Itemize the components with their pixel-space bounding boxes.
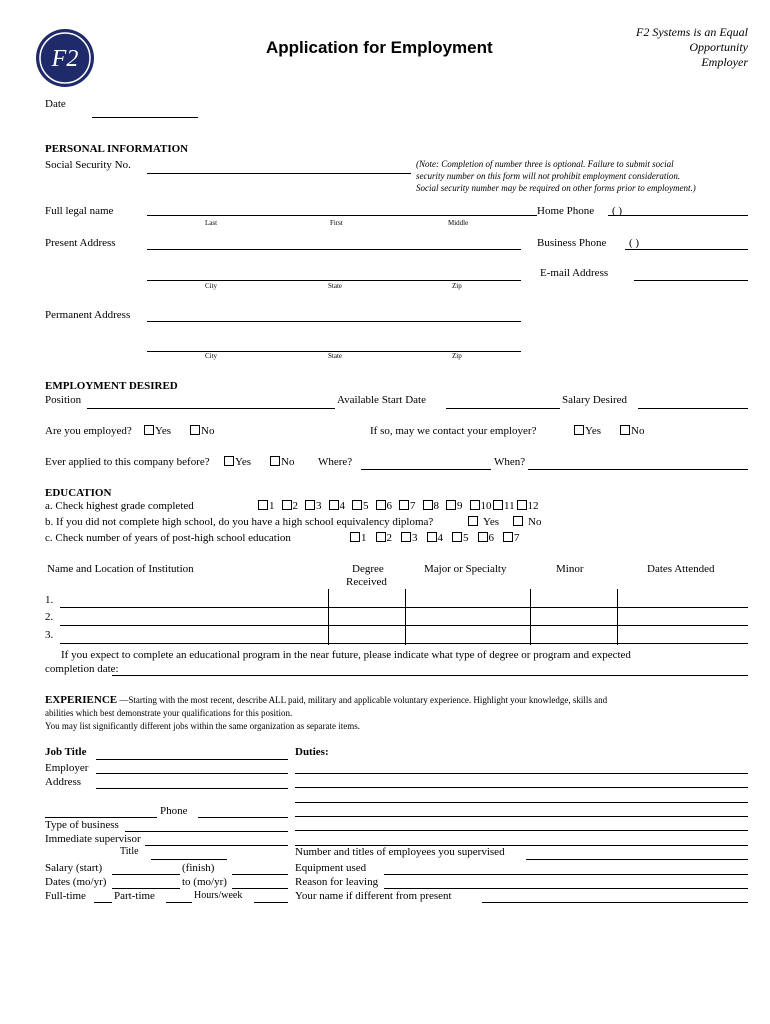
salary-desired-field[interactable] [638, 408, 748, 409]
years-7-option[interactable] [503, 532, 520, 544]
col-degree-2: Received [346, 576, 387, 588]
other-name-field[interactable] [482, 902, 748, 903]
other-name-label: Your name if different from present [295, 890, 452, 902]
grade-11-label: 11 [504, 500, 515, 512]
perm-sub-city: City [205, 352, 218, 360]
dates-from-field[interactable] [112, 888, 180, 889]
experience-intro-3: You may list significantly different jobs within the same organization as separate items. [45, 721, 360, 731]
diploma-yes-label: Yes [483, 516, 500, 528]
future-program-field[interactable] [112, 675, 748, 676]
edu-row-2-num: 2. [45, 611, 54, 623]
duties-line-1[interactable] [295, 773, 748, 774]
employed-no-option[interactable] [190, 425, 214, 437]
employment-heading: EMPLOYMENT DESIRED [45, 380, 178, 392]
grade-1-option[interactable] [258, 500, 275, 512]
grade-8-label: 8 [433, 500, 439, 512]
legal-name-label: Full legal name [45, 205, 114, 217]
supervisor-title-field[interactable] [151, 859, 227, 860]
years-5-option[interactable] [452, 532, 469, 544]
grade-3-label: 3 [316, 500, 322, 512]
grade-10-checkbox[interactable] [470, 500, 480, 510]
duties-line-5[interactable] [295, 830, 748, 831]
col-divider-2 [405, 589, 406, 645]
job-title-label: Job Title [45, 746, 87, 758]
dates-label: Dates (mo/yr) [45, 876, 107, 888]
years-3-option[interactable] [401, 532, 418, 544]
years-1-option[interactable] [350, 532, 367, 544]
grade-12-checkbox[interactable] [517, 500, 527, 510]
years-2-label: 2 [386, 532, 392, 544]
phone-label: Phone [160, 805, 188, 817]
contact-yes-checkbox[interactable] [574, 425, 584, 435]
col-divider-4 [617, 589, 618, 645]
education-heading: EDUCATION [45, 487, 112, 499]
grade-9-checkbox[interactable] [446, 500, 456, 510]
parttime-field[interactable] [166, 902, 192, 903]
employed-yes-label: Yes [155, 425, 172, 437]
grade-12-option[interactable] [517, 500, 539, 512]
grade-7-option[interactable] [399, 500, 416, 512]
address-field-2[interactable] [45, 817, 157, 818]
hours-week-field[interactable] [254, 902, 288, 903]
employed-yes-checkbox[interactable] [144, 425, 154, 435]
contact-yes-label: Yes [585, 425, 602, 437]
grade-11-option[interactable] [493, 500, 515, 512]
hours-week-label: Hours/week [194, 890, 243, 901]
legal-name-field[interactable] [147, 215, 537, 216]
present-address-field[interactable] [147, 249, 521, 250]
ssn-note-3: Social security number may be required on other forms prior to employment.) [416, 183, 696, 193]
equipment-field[interactable] [384, 874, 748, 875]
date-label: Date [45, 98, 66, 110]
years-3-label: 3 [412, 532, 418, 544]
business-phone-field[interactable] [625, 249, 748, 250]
grade-11-checkbox[interactable] [493, 500, 503, 510]
perm-sub-zip: Zip [452, 352, 462, 360]
diploma-yes-checkbox[interactable] [468, 516, 478, 526]
num-employees-label: Number and titles of employees you supervised [295, 846, 505, 858]
grade-4-checkbox[interactable] [329, 500, 339, 510]
col-dates: Dates Attended [647, 563, 715, 575]
edu-row-3-field[interactable] [60, 643, 748, 644]
grade-3-checkbox[interactable] [305, 500, 315, 510]
grade-4-option[interactable] [329, 500, 346, 512]
position-field[interactable] [87, 408, 335, 409]
business-phone-label: Business Phone [537, 237, 607, 249]
salary-start-label: Salary (start) [45, 862, 103, 874]
years-3-checkbox[interactable] [401, 532, 411, 542]
ssn-field[interactable] [147, 173, 411, 174]
contact-no-label: No [631, 425, 645, 437]
duties-line-3[interactable] [295, 802, 748, 803]
job-title-field[interactable] [96, 759, 288, 760]
post-hs-question: c. Check number of years of post-high school education [45, 532, 291, 544]
years-1-label: 1 [361, 532, 367, 544]
years-6-option[interactable] [478, 532, 495, 544]
contact-yes-option[interactable] [574, 425, 601, 437]
grade-2-checkbox[interactable] [282, 500, 292, 510]
diploma-no-option[interactable] [513, 516, 541, 528]
applied-no-label: No [281, 456, 295, 468]
years-4-option[interactable] [427, 532, 444, 544]
name-sub-middle: Middle [448, 219, 469, 227]
date-field[interactable] [92, 117, 198, 118]
reason-field[interactable] [384, 888, 748, 889]
grade-4-label: 4 [339, 500, 345, 512]
grade-question: a. Check highest grade completed [45, 500, 194, 512]
contact-no-checkbox[interactable] [620, 425, 630, 435]
years-4-checkbox[interactable] [427, 532, 437, 542]
ssn-note-2: security number on this form will not prohibit employment consideration. [416, 171, 681, 181]
salary-start-field[interactable] [112, 874, 180, 875]
personal-heading: PERSONAL INFORMATION [45, 143, 189, 155]
experience-intro-text: —Starting with the most recent, describe ALL paid, military and applicable voluntary experience. Highlight your knowledge, skills and [119, 695, 608, 705]
diploma-question: b. If you did not complete high school, do you have a high school equivalency diploma? [45, 516, 434, 528]
position-label: Position [45, 394, 82, 406]
grade-7-checkbox[interactable] [399, 500, 409, 510]
permanent-address-field[interactable] [147, 321, 521, 322]
grade-6-label: 6 [386, 500, 392, 512]
contact-no-option[interactable] [620, 425, 644, 437]
grade-1-checkbox[interactable] [258, 500, 268, 510]
when-label: When? [494, 456, 526, 468]
future-program-text-1: If you expect to complete an educational program in the near future, please indicate what type of degree or program and expected [61, 649, 631, 661]
grade-8-checkbox[interactable] [423, 500, 433, 510]
present-address-label: Present Address [45, 237, 116, 249]
employed-no-checkbox[interactable] [190, 425, 200, 435]
supervisor-label: Immediate supervisor [45, 833, 141, 845]
dates-to-field[interactable] [232, 888, 288, 889]
edu-row-3-num: 3. [45, 629, 54, 641]
grade-10-label: 10 [480, 500, 492, 512]
fulltime-field[interactable] [94, 902, 112, 903]
employed-no-label: No [201, 425, 215, 437]
permanent-address-label: Permanent Address [45, 309, 131, 321]
home-phone-paren: ( ) [612, 205, 623, 217]
years-7-checkbox[interactable] [503, 532, 513, 542]
employer-field[interactable] [96, 773, 288, 774]
duties-label: Duties: [295, 746, 329, 758]
eoe-line-2: Opportunity [689, 40, 748, 54]
col-divider-1 [328, 589, 329, 645]
home-phone-field[interactable] [608, 215, 748, 216]
years-2-checkbox[interactable] [376, 532, 386, 542]
col-institution: Name and Location of Institution [47, 563, 194, 575]
business-type-field[interactable] [125, 831, 288, 832]
col-major: Major or Specialty [424, 563, 507, 575]
years-4-label: 4 [437, 532, 443, 544]
years-5-label: 5 [463, 532, 469, 544]
logo-monogram: F2 [51, 46, 79, 72]
grade-2-option[interactable] [282, 500, 299, 512]
address-field[interactable] [96, 788, 288, 789]
grade-9-option[interactable] [446, 500, 463, 512]
col-minor: Minor [556, 563, 584, 575]
business-type-label: Type of business [45, 819, 119, 831]
grade-10-option[interactable] [470, 500, 492, 512]
diploma-yes-option[interactable] [468, 516, 499, 528]
applied-question: Ever applied to this company before? [45, 456, 210, 468]
when-field[interactable] [528, 469, 748, 470]
employed-yes-option[interactable] [144, 425, 171, 437]
grade-6-checkbox[interactable] [376, 500, 386, 510]
perm-sub-state: State [328, 352, 342, 360]
addr-sub-city: City [205, 282, 218, 290]
grade-5-option[interactable] [352, 500, 369, 512]
employed-question: Are you employed? [45, 425, 132, 437]
num-employees-field[interactable] [526, 859, 748, 860]
supervisor-field[interactable] [145, 845, 288, 846]
applied-yes-label: Yes [235, 456, 252, 468]
present-city-state-zip-field[interactable] [147, 280, 521, 281]
reason-label: Reason for leaving [295, 876, 379, 888]
grade-7-label: 7 [410, 500, 416, 512]
addr-sub-zip: Zip [452, 282, 462, 290]
applied-no-checkbox[interactable] [270, 456, 280, 466]
phone-field[interactable] [198, 817, 288, 818]
ssn-label: Social Security No. [45, 159, 131, 171]
employer-label: Employer [45, 762, 89, 774]
col-degree-1: Degree [352, 563, 384, 575]
home-phone-label: Home Phone [537, 205, 595, 217]
business-phone-paren: ( ) [629, 237, 640, 249]
years-6-checkbox[interactable] [478, 532, 488, 542]
grade-1-label: 1 [269, 500, 275, 512]
name-sub-first: First [330, 219, 343, 227]
future-program-text-2: completion date: [45, 663, 119, 675]
duties-line-2[interactable] [295, 787, 748, 788]
experience-intro-1 [45, 694, 607, 706]
contact-question: If so, may we contact your employer? [370, 425, 537, 437]
years-5-checkbox[interactable] [452, 532, 462, 542]
where-label: Where? [318, 456, 353, 468]
where-field[interactable] [361, 469, 491, 470]
page-title: Application for Employment [266, 38, 493, 57]
applied-yes-option[interactable] [224, 456, 251, 468]
salary-finish-label: (finish) [182, 862, 215, 874]
grade-3-option[interactable] [305, 500, 322, 512]
salary-desired-label: Salary Desired [562, 394, 628, 406]
years-1-checkbox[interactable] [350, 532, 360, 542]
applied-yes-checkbox[interactable] [224, 456, 234, 466]
diploma-no-checkbox[interactable] [513, 516, 523, 526]
grade-5-checkbox[interactable] [352, 500, 362, 510]
diploma-no-label: No [528, 516, 542, 528]
ssn-note-1: (Note: Completion of number three is optional. Failure to submit social [416, 159, 674, 169]
supervisor-title-label: Title [120, 846, 139, 857]
eoe-line-3: Employer [701, 55, 748, 69]
grade-2-label: 2 [292, 500, 298, 512]
email-label: E-mail Address [540, 267, 609, 279]
company-logo [35, 28, 95, 88]
grade-8-option[interactable] [423, 500, 440, 512]
grade-12-label: 12 [527, 500, 539, 512]
eoe-line-1: F2 Systems is an Equal [636, 25, 748, 39]
years-6-label: 6 [488, 532, 494, 544]
grade-9-label: 9 [457, 500, 463, 512]
experience-heading: EXPERIENCE [45, 694, 118, 706]
salary-finish-field[interactable] [232, 874, 288, 875]
edu-row-1-field[interactable] [60, 607, 748, 608]
equipment-label: Equipment used [295, 862, 367, 874]
name-sub-last: Last [205, 219, 218, 227]
dates-to-label: to (mo/yr) [182, 876, 227, 888]
edu-row-1-num: 1. [45, 594, 54, 606]
start-date-field[interactable] [446, 408, 560, 409]
grade-5-label: 5 [363, 500, 369, 512]
years-7-label: 7 [514, 532, 520, 544]
parttime-label: Part-time [114, 890, 155, 902]
years-2-option[interactable] [376, 532, 393, 544]
grade-6-option[interactable] [376, 500, 393, 512]
applied-no-option[interactable] [270, 456, 294, 468]
address-label: Address [45, 776, 82, 788]
addr-sub-state: State [328, 282, 342, 290]
col-divider-3 [530, 589, 531, 645]
email-field[interactable] [634, 280, 748, 281]
start-date-label: Available Start Date [337, 394, 426, 406]
duties-line-4[interactable] [295, 816, 748, 817]
experience-intro-2: abilities which best demonstrate your qualifications for this position. [45, 708, 293, 718]
edu-row-2-field[interactable] [60, 625, 748, 626]
fulltime-label: Full-time [45, 890, 86, 902]
